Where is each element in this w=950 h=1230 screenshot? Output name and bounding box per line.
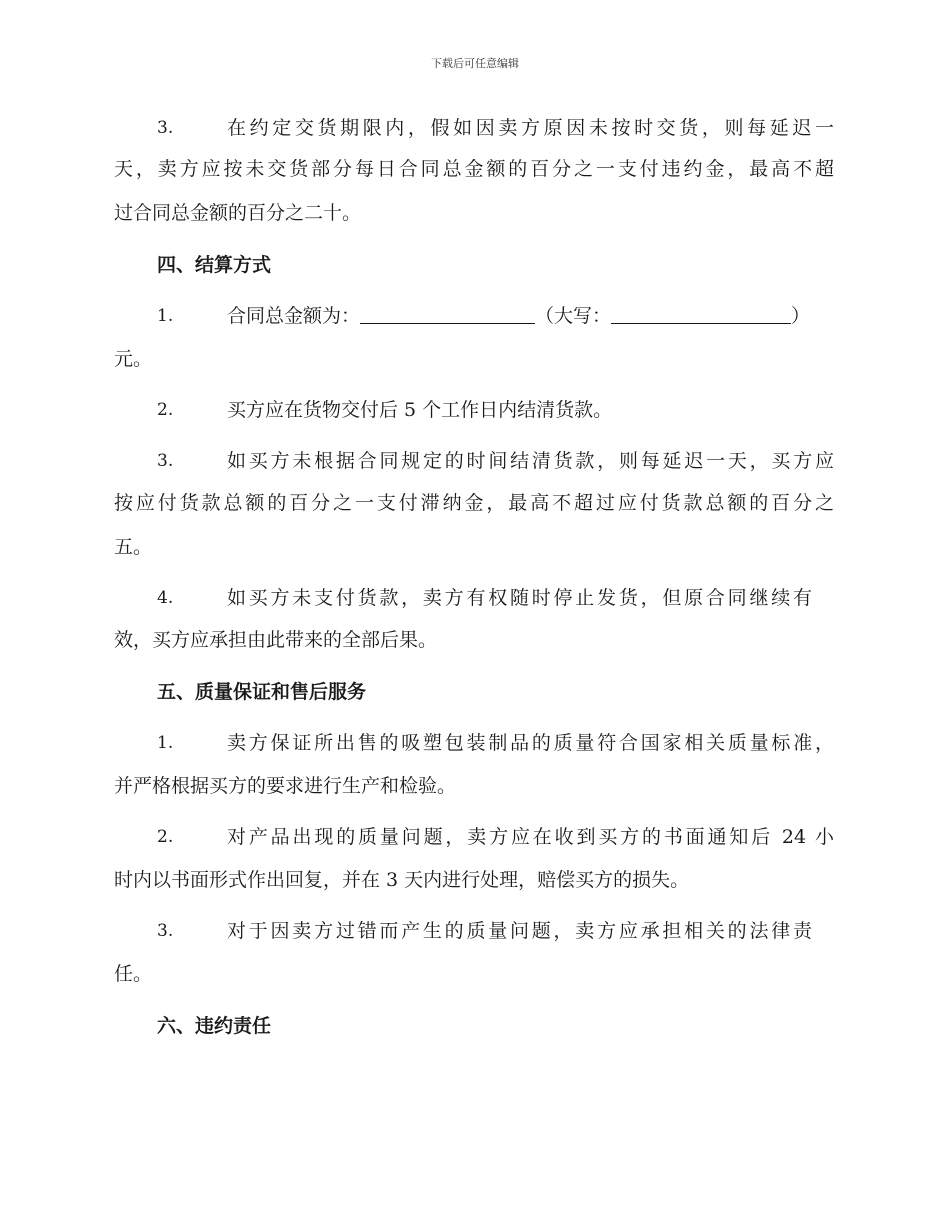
amount-uppercase-label: （大写： <box>535 305 612 327</box>
amount-close-paren: ） <box>791 305 811 327</box>
amount-blank[interactable] <box>360 305 535 324</box>
item-number: 2. <box>157 400 174 420</box>
item-number: 3. <box>157 451 174 471</box>
paragraph-line: 卖方保证所出售的吸塑包装制品的质量符合国家相关质量标准， <box>227 732 834 754</box>
paragraph-line: 效，买方应承担由此带来的全部后果。 <box>114 629 438 651</box>
paragraph-line: 过合同总金额的百分之二十。 <box>114 202 362 224</box>
amount-label: 合同总金额为： <box>227 305 361 327</box>
paragraph-line: 对于因卖方过错而产生的质量问题，卖方应承担相关的法律责 <box>227 920 812 942</box>
paragraph-line: 时内以书面形式作出回复，并在 3 天内进行处理，赔偿买方的损失。 <box>114 869 690 891</box>
item-number: 1. <box>157 733 174 753</box>
paragraph-line: 如买方未根据合同规定的时间结清货款，则每延迟一天，买方应 <box>227 450 834 472</box>
section-heading: 四、结算方式 <box>157 254 272 276</box>
paragraph-line: 元。 <box>114 348 153 370</box>
paragraph-line: 对产品出现的质量问题，卖方应在收到买方的书面通知后 24 小 <box>227 826 834 848</box>
page-header: 下载后可任意编辑 <box>431 57 519 70</box>
item-number: 3. <box>157 118 174 138</box>
item-number: 2. <box>157 827 174 847</box>
paragraph-line: 天，卖方应按未交货部分每日合同总金额的百分之一支付违约金，最高不超 <box>114 158 834 180</box>
item-number: 4. <box>157 588 174 608</box>
item-number: 3. <box>157 921 174 941</box>
paragraph-line: 如买方未支付货款，卖方有权随时停止发货，但原合同继续有 <box>227 587 812 609</box>
paragraph-line: 在约定交货期限内，假如因卖方原因未按时交货，则每延迟一 <box>227 117 834 139</box>
paragraph-line: 五。 <box>114 536 153 558</box>
paragraph-line: 并严格根据买方的要求进行生产和检验。 <box>114 775 457 797</box>
amount-uppercase-blank[interactable] <box>611 305 791 324</box>
section-heading: 六、违约责任 <box>157 1015 272 1037</box>
item-number: 1. <box>157 306 174 326</box>
paragraph-line: 按应付货款总额的百分之一支付滞纳金，最高不超过应付货款总额的百分之 <box>114 492 834 514</box>
section-heading: 五、质量保证和售后服务 <box>157 681 367 703</box>
amount-line <box>227 304 834 328</box>
paragraph-line: 买方应在货物交付后 5 个工作日内结清货款。 <box>227 399 613 421</box>
paragraph-line: 任。 <box>114 963 153 985</box>
